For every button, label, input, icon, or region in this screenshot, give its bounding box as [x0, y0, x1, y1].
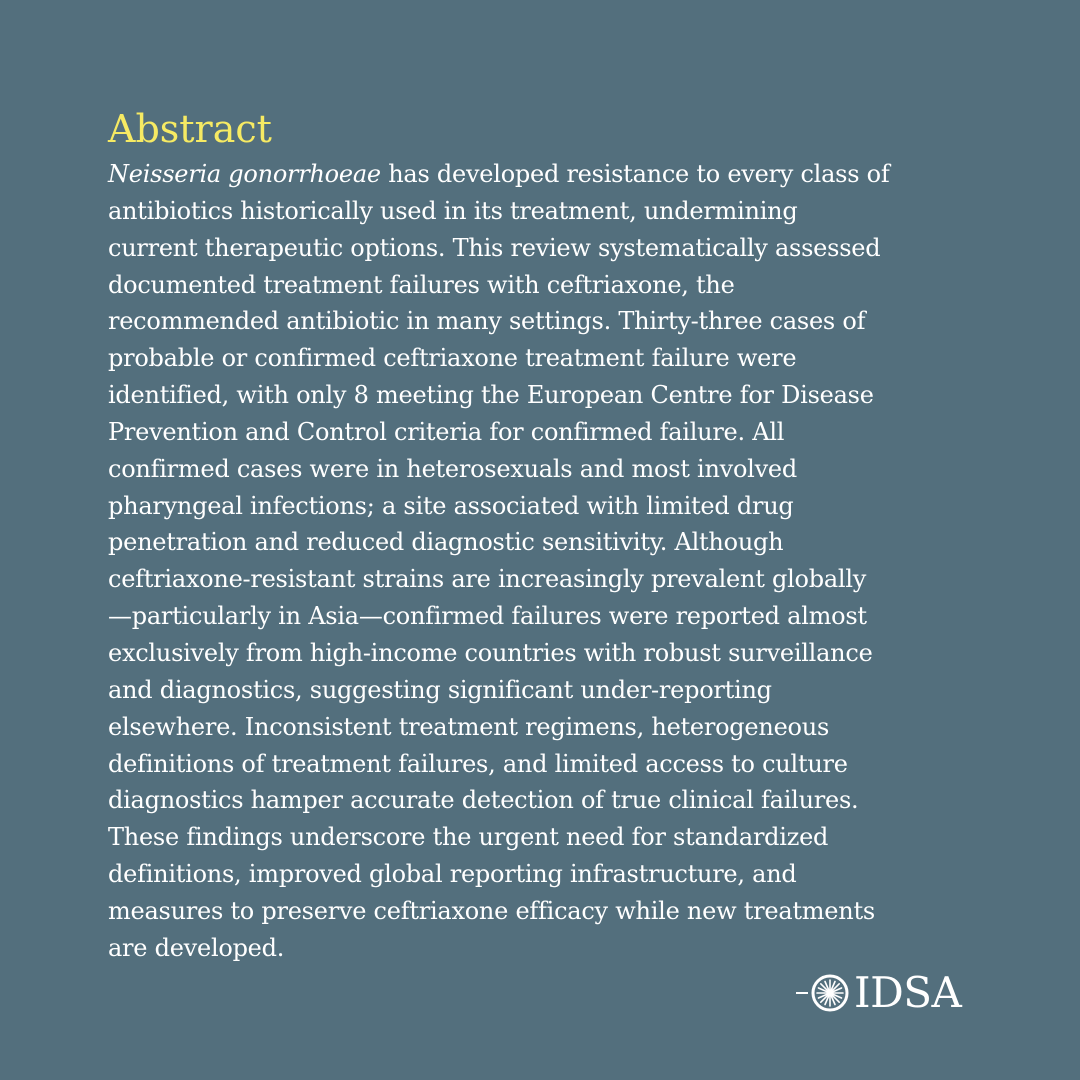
- abstract-line: exclusively from high-income countries with robust surveillance: [108, 638, 873, 667]
- abstract-line: documented treatment failures with ceftriaxone, the: [108, 270, 735, 299]
- abstract-line: recommended antibiotic in many settings. Thirty-three cases of: [108, 307, 866, 336]
- idsa-logo: [796, 968, 961, 1018]
- abstract-body: [108, 156, 978, 967]
- abstract-line: elsewhere. Inconsistent treatment regimens, heterogeneous: [108, 712, 830, 741]
- logo-text: IDSA: [854, 968, 962, 1017]
- starburst-circle-icon: [796, 971, 852, 1015]
- abstract-line: identified, with only 8 meeting the European Centre for Disease: [108, 381, 874, 410]
- abstract-line: Prevention and Control criteria for confirmed failure. All: [108, 417, 785, 446]
- abstract-line: penetration and reduced diagnostic sensitivity. Although: [108, 528, 784, 557]
- abstract-line: ceftriaxone-resistant strains are increasingly prevalent globally: [108, 565, 867, 594]
- abstract-line: antibiotics historically used in its treatment, undermining: [108, 196, 798, 225]
- abstract-line: probable or confirmed ceftriaxone treatment failure were: [108, 344, 797, 373]
- abstract-line: These findings underscore the urgent need for standardized: [108, 823, 829, 852]
- abstract-line: Neisseria gonorrhoeae has developed resistance to every class of: [108, 160, 890, 188]
- abstract-line: are developed.: [108, 933, 285, 962]
- abstract-line: measures to preserve ceftriaxone efficacy while new treatments: [108, 896, 875, 925]
- abstract-line: current therapeutic options. This review systematically assessed: [108, 233, 881, 262]
- abstract-line: confirmed cases were in heterosexuals and most involved: [108, 454, 797, 483]
- abstract-heading: Abstract: [108, 107, 272, 151]
- species-name: Neisseria gonorrhoeae: [108, 160, 381, 188]
- abstract-line: —particularly in Asia—confirmed failures were reported almost: [108, 602, 867, 631]
- abstract-line: pharyngeal infections; a site associated with limited drug: [108, 491, 794, 520]
- abstract-line: and diagnostics, suggesting significant under-reporting: [108, 675, 772, 704]
- abstract-line: definitions, improved global reporting infrastructure, and: [108, 860, 797, 889]
- abstract-line: diagnostics hamper accurate detection of true clinical failures.: [108, 786, 859, 815]
- abstract-line: definitions of treatment failures, and limited access to culture: [108, 749, 848, 778]
